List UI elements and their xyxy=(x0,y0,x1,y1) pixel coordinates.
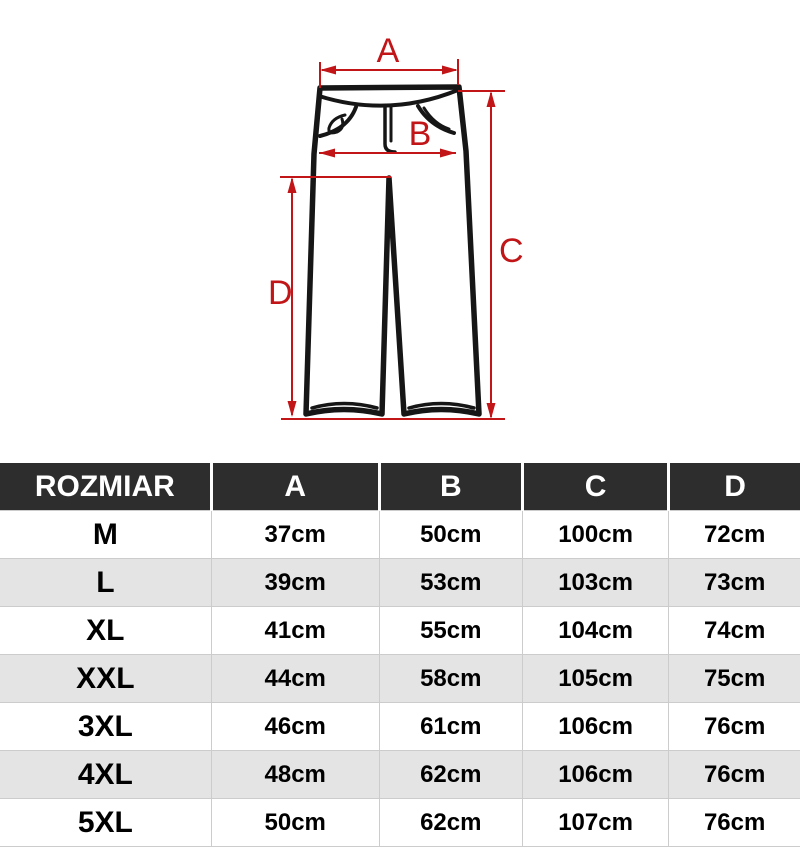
value-b: 53cm xyxy=(379,559,522,607)
value-a: 46cm xyxy=(211,703,379,751)
value-b: 55cm xyxy=(379,607,522,655)
value-d: 72cm xyxy=(669,511,800,559)
table-row xyxy=(0,703,800,751)
value-c: 104cm xyxy=(522,607,668,655)
size-table-header-row xyxy=(0,463,800,511)
table-row xyxy=(0,751,800,799)
dimension-d-label: D xyxy=(268,274,293,312)
size-label: XL xyxy=(0,607,211,655)
header-b: B xyxy=(379,463,522,511)
value-c: 105cm xyxy=(522,655,668,703)
value-d: 73cm xyxy=(669,559,800,607)
value-a: 39cm xyxy=(211,559,379,607)
value-d: 76cm xyxy=(669,799,800,847)
value-b: 62cm xyxy=(379,751,522,799)
size-label: XXL xyxy=(0,655,211,703)
size-label: 4XL xyxy=(0,751,211,799)
dimension-a-label: A xyxy=(376,32,400,70)
table-row xyxy=(0,655,800,703)
value-a: 44cm xyxy=(211,655,379,703)
value-c: 106cm xyxy=(522,703,668,751)
size-label: 5XL xyxy=(0,799,211,847)
header-c: C xyxy=(522,463,668,511)
header-rozmiar: ROZMIAR xyxy=(0,463,211,511)
value-b: 50cm xyxy=(379,511,522,559)
value-a: 48cm xyxy=(211,751,379,799)
value-b: 58cm xyxy=(379,655,522,703)
value-a: 37cm xyxy=(211,511,379,559)
table-row xyxy=(0,799,800,847)
header-a: A xyxy=(211,463,379,511)
value-c: 106cm xyxy=(522,751,668,799)
value-d: 76cm xyxy=(669,751,800,799)
table-row xyxy=(0,511,800,559)
table-row xyxy=(0,607,800,655)
size-table xyxy=(0,463,800,847)
value-b: 61cm xyxy=(379,703,522,751)
dimension-c-label: C xyxy=(499,232,524,270)
size-label: M xyxy=(0,511,211,559)
table-row xyxy=(0,559,800,607)
value-c: 107cm xyxy=(522,799,668,847)
value-b: 62cm xyxy=(379,799,522,847)
value-d: 76cm xyxy=(669,703,800,751)
size-label: 3XL xyxy=(0,703,211,751)
pants-drawing xyxy=(248,26,538,446)
dimension-b-label: B xyxy=(408,115,432,153)
size-label: L xyxy=(0,559,211,607)
value-d: 74cm xyxy=(669,607,800,655)
value-c: 100cm xyxy=(522,511,668,559)
header-d: D xyxy=(669,463,800,511)
value-a: 41cm xyxy=(211,607,379,655)
value-a: 50cm xyxy=(211,799,379,847)
value-d: 75cm xyxy=(669,655,800,703)
value-c: 103cm xyxy=(522,559,668,607)
